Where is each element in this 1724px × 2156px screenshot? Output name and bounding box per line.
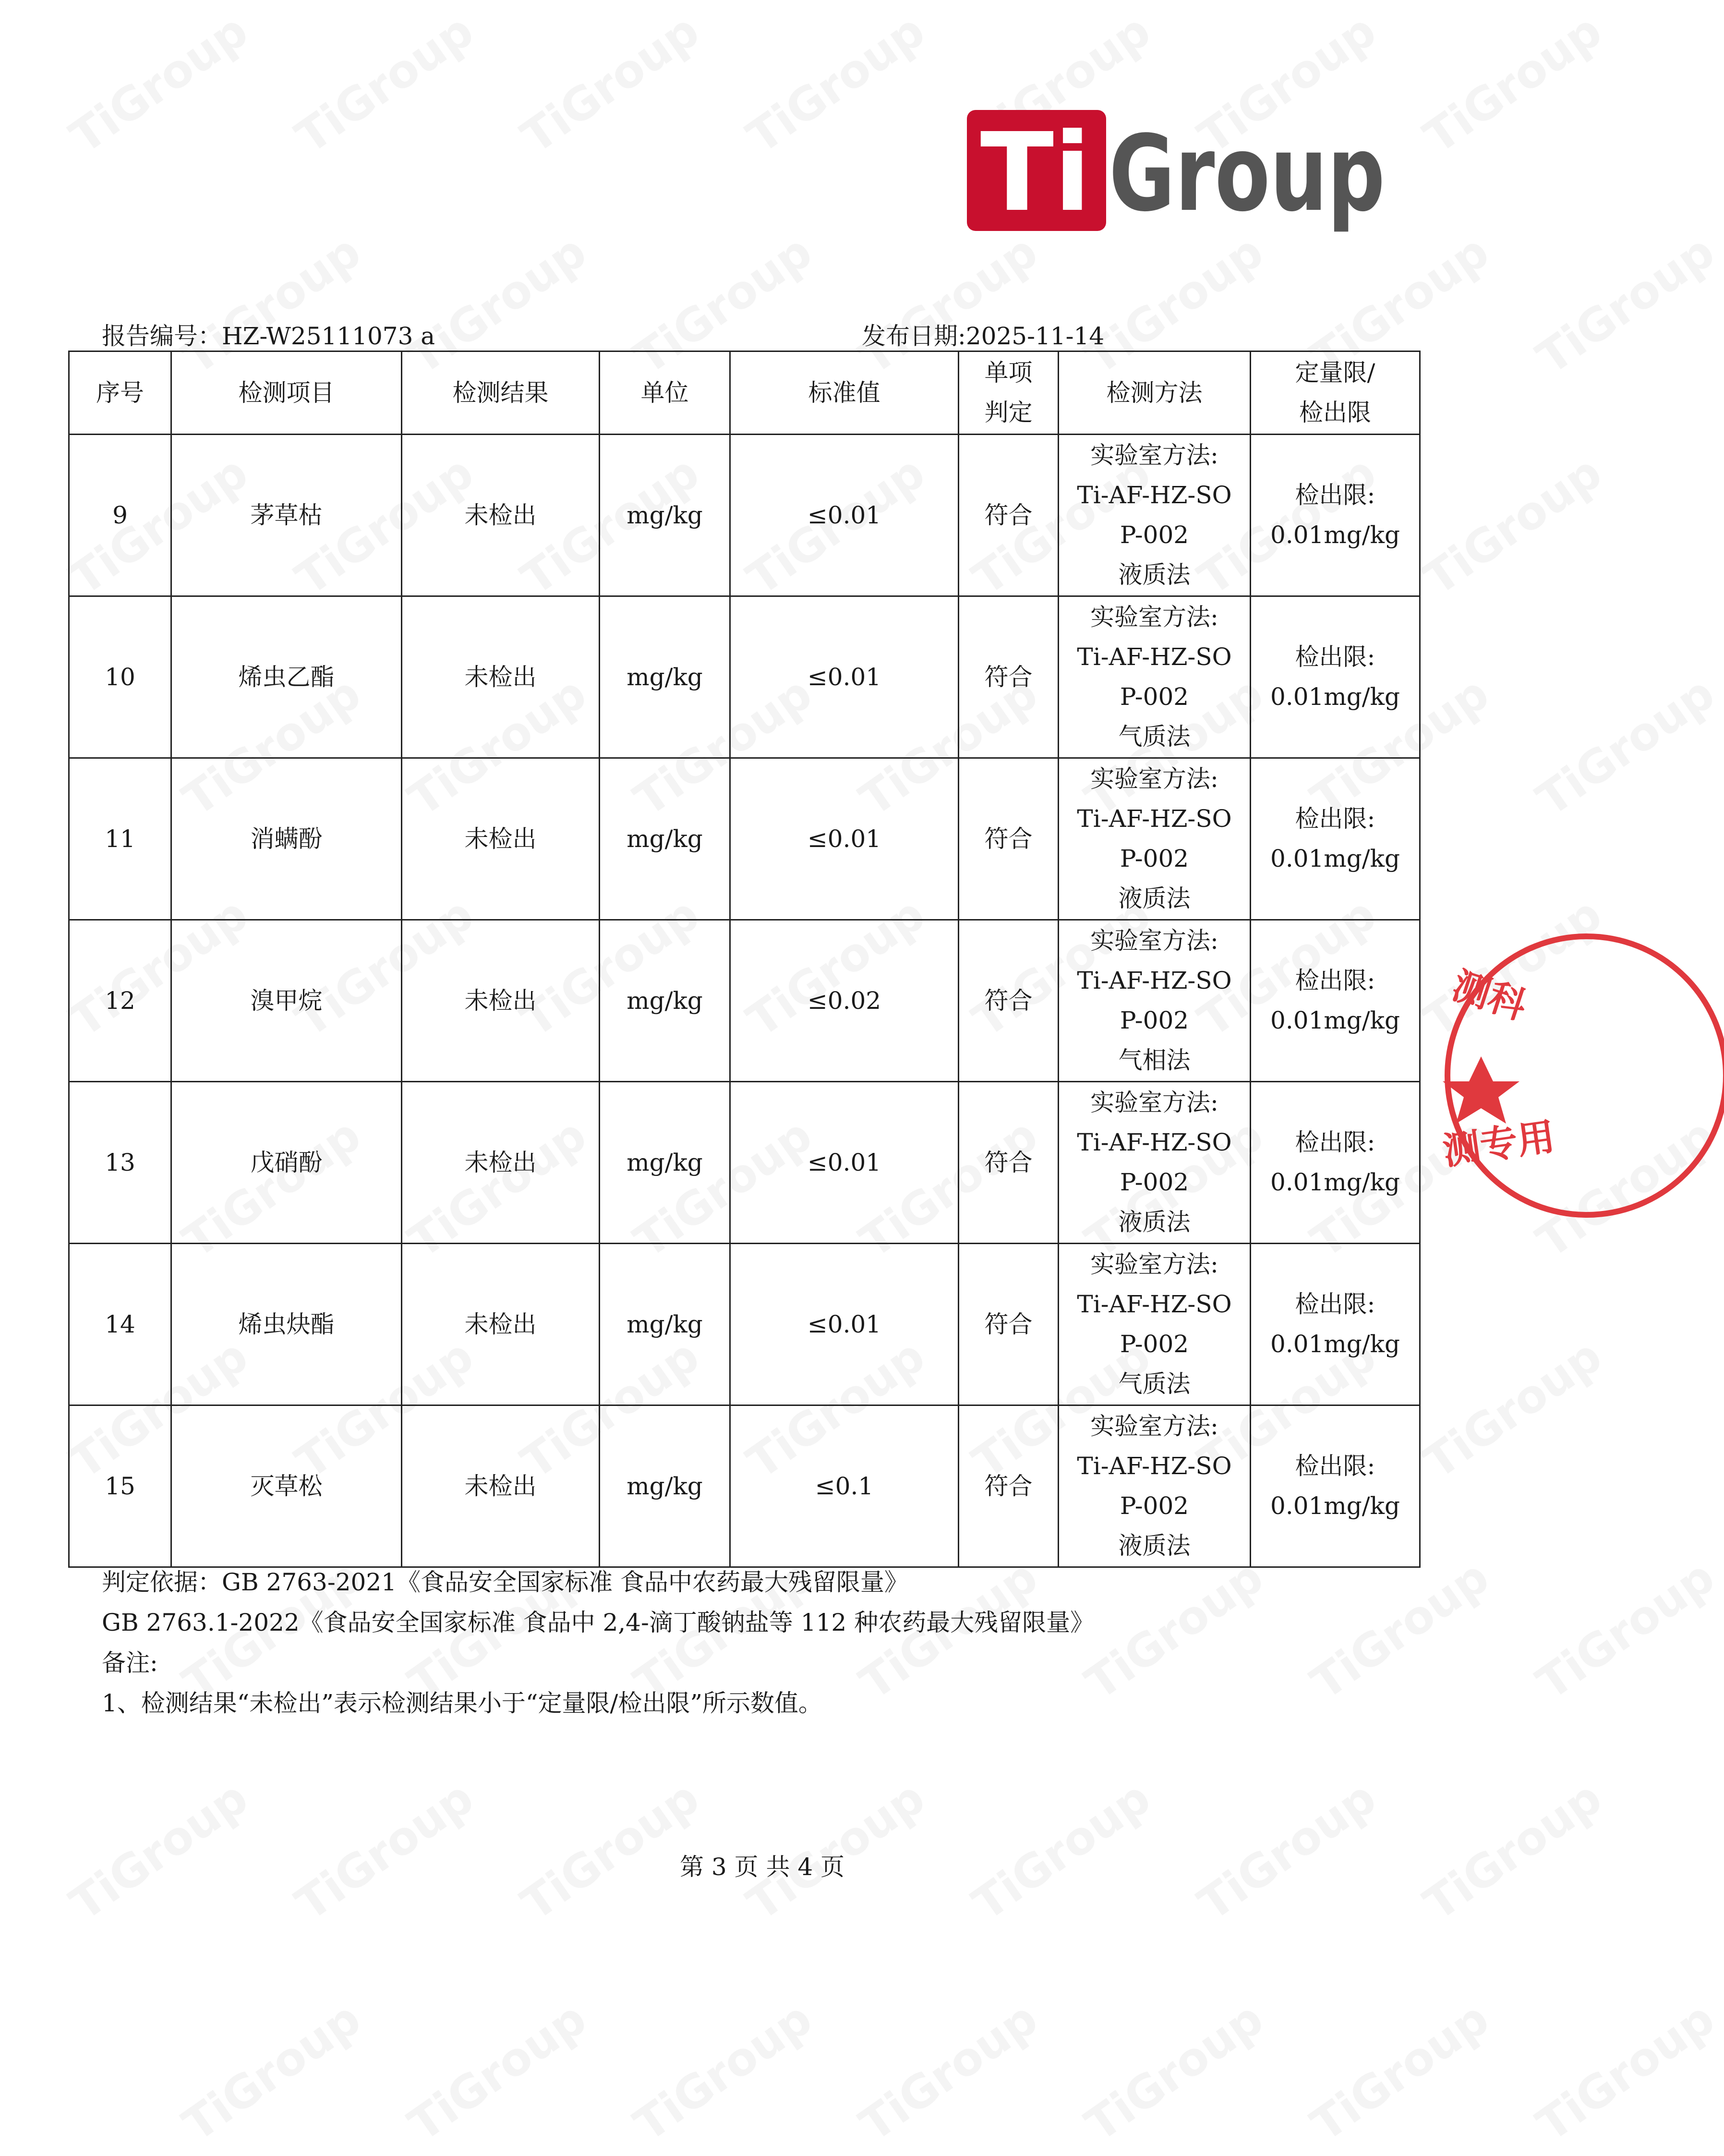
cell-method-line: Ti-AF-HZ-SO (1077, 967, 1232, 994)
table-row (69, 1244, 1420, 1405)
cell-judgement: 符合 (959, 1405, 1059, 1567)
col-header-limit (1251, 351, 1420, 435)
cell-item: 溴甲烷 (171, 920, 402, 1082)
table-row (69, 758, 1420, 920)
watermark-text (1302, 1992, 1499, 2152)
cell-item: 消螨酚 (171, 758, 402, 920)
cell-item: 烯虫乙酯 (171, 596, 402, 758)
watermark-text (1528, 1109, 1724, 1269)
cell-method-line: 液质法 (1118, 561, 1191, 589)
cell-method-line: Ti-AF-HZ-SO (1077, 1452, 1232, 1480)
cell-method-line: Ti-AF-HZ-SO (1077, 481, 1232, 509)
cell-limit-line: 检出限: (1295, 1128, 1375, 1156)
cell-result: 未检出 (402, 1082, 600, 1244)
notes-section (102, 1562, 1094, 1723)
cell-limit-line: 检出限: (1295, 481, 1375, 509)
col-header-standard (730, 351, 959, 435)
release-date: 发布日期:2025-11-14 (862, 322, 1105, 350)
cell-judgement: 符合 (959, 1082, 1059, 1244)
cell-limit (1251, 1244, 1420, 1405)
cell-no: 15 (69, 1405, 171, 1567)
cell-limit (1251, 435, 1420, 596)
cell-judgement: 符合 (959, 596, 1059, 758)
cell-result: 未检出 (402, 920, 600, 1082)
watermark-text (1528, 225, 1724, 385)
cell-no: 9 (69, 435, 171, 596)
watermark-text (625, 1992, 822, 2152)
header-text-line: 单位 (640, 378, 689, 407)
header-text-line: 判定 (984, 399, 1033, 426)
watermark-text (512, 4, 709, 164)
cell-method (1059, 596, 1251, 758)
header-text-line: 检测项目 (238, 378, 335, 407)
cell-method-line: 液质法 (1118, 884, 1191, 912)
col-header-item (171, 351, 402, 435)
watermark-text (1415, 4, 1612, 164)
cell-method-line: 实验室方法: (1090, 1250, 1218, 1278)
cell-method (1059, 435, 1251, 596)
cell-standard: ≤0.01 (730, 1244, 959, 1405)
results-table (68, 351, 1421, 1568)
cell-method-line: 实验室方法: (1090, 1089, 1218, 1116)
table-row (69, 596, 1420, 758)
watermark-text (174, 1992, 371, 2152)
table-row (69, 920, 1420, 1082)
cell-no: 11 (69, 758, 171, 920)
cell-method-line: P-002 (1120, 1492, 1189, 1520)
cell-method-line: P-002 (1120, 521, 1189, 549)
cell-method-line: P-002 (1120, 1330, 1189, 1358)
cell-result: 未检出 (402, 1244, 600, 1405)
cell-no: 10 (69, 596, 171, 758)
cell-limit-line: 检出限: (1295, 805, 1375, 833)
watermark-text (1415, 1330, 1612, 1490)
cell-unit: mg/kg (600, 1082, 730, 1244)
cell-method-line: P-002 (1120, 845, 1189, 872)
cell-no: 13 (69, 1082, 171, 1244)
report-number: 报告编号：HZ-W25111073 a (102, 322, 435, 350)
header-text-line: 检测方法 (1106, 378, 1203, 407)
cell-method-line: 液质法 (1118, 1532, 1191, 1560)
cell-method-line: P-002 (1120, 683, 1189, 711)
cell-item: 戊硝酚 (171, 1082, 402, 1244)
col-header-unit (600, 351, 730, 435)
cell-limit-line: 0.01mg/kg (1270, 521, 1400, 549)
cell-judgement: 符合 (959, 920, 1059, 1082)
cell-limit (1251, 758, 1420, 920)
cell-limit-line: 检出限: (1295, 967, 1375, 994)
cell-unit: mg/kg (600, 920, 730, 1082)
table-header-row (69, 351, 1420, 435)
cell-method-line: Ti-AF-HZ-SO (1077, 1290, 1232, 1318)
cell-item: 茅草枯 (171, 435, 402, 596)
logo-group-text: Group (1109, 113, 1385, 235)
watermark-text (287, 4, 483, 164)
cell-method (1059, 1082, 1251, 1244)
watermark-text (1528, 1550, 1724, 1710)
tigroup-logo (965, 108, 1387, 236)
watermark-text (61, 4, 258, 164)
company-seal (1440, 917, 1558, 1234)
cell-unit: mg/kg (600, 1244, 730, 1405)
cell-judgement: 符合 (959, 758, 1059, 920)
col-header-judgement (959, 351, 1059, 435)
header-text-line: 标准值 (808, 378, 880, 407)
cell-unit: mg/kg (600, 596, 730, 758)
watermark-text (399, 1992, 596, 2152)
cell-item: 烯虫炔酯 (171, 1244, 402, 1405)
cell-limit (1251, 1082, 1420, 1244)
cell-unit: mg/kg (600, 1405, 730, 1567)
watermark-text (1528, 667, 1724, 827)
watermark-text (1076, 1550, 1273, 1710)
cell-method-line: Ti-AF-HZ-SO (1077, 643, 1232, 671)
cell-limit-line: 0.01mg/kg (1270, 683, 1400, 711)
cell-no: 12 (69, 920, 171, 1082)
col-header-method (1059, 351, 1251, 435)
cell-unit: mg/kg (600, 758, 730, 920)
remark-1: 1、检测结果“未检出”表示检测结果小于“定量限/检出限”所示数值。 (102, 1689, 822, 1717)
cell-method-line: 气相法 (1118, 1046, 1191, 1074)
cell-method-line: P-002 (1120, 1006, 1189, 1034)
header-text-line: 检出限 (1299, 399, 1371, 426)
cell-method-line: Ti-AF-HZ-SO (1077, 805, 1232, 833)
cell-limit-line: 0.01mg/kg (1270, 1168, 1400, 1196)
cell-method (1059, 1244, 1251, 1405)
cell-standard: ≤0.01 (730, 1082, 959, 1244)
cell-method (1059, 1405, 1251, 1567)
cell-method (1059, 758, 1251, 920)
cell-standard: ≤0.01 (730, 435, 959, 596)
cell-standard: ≤0.1 (730, 1405, 959, 1567)
cell-unit: mg/kg (600, 435, 730, 596)
col-header-result (402, 351, 600, 435)
cell-limit (1251, 920, 1420, 1082)
logo-ti-text: Ti (980, 110, 1091, 236)
cell-result: 未检出 (402, 758, 600, 920)
cell-item: 灭草松 (171, 1405, 402, 1567)
table-row (69, 1405, 1420, 1567)
cell-method-line: 气质法 (1118, 723, 1191, 751)
watermark-text (851, 1992, 1048, 2152)
col-header-no (69, 351, 171, 435)
watermark-text (1076, 1992, 1273, 2152)
header-text-line: 检测结果 (452, 378, 549, 407)
cell-standard: ≤0.02 (730, 920, 959, 1082)
cell-result: 未检出 (402, 435, 600, 596)
judgement-basis-line-1: 判定依据：GB 2763-2021《食品安全国家标准 食品中农药最大残留限量》 (102, 1568, 908, 1596)
header-text-line: 定量限/ (1295, 359, 1375, 387)
page-number: 第 3 页 共 4 页 (679, 1853, 845, 1881)
judgement-basis-line-2: GB 2763.1-2022《食品安全国家标准 食品中 2,4-滴丁酸钠盐等 112 种农药最大残留限量》 (102, 1609, 1095, 1636)
cell-method-line: 实验室方法: (1090, 1412, 1218, 1440)
cell-limit (1251, 1405, 1420, 1567)
cell-method-line: 实验室方法: (1090, 927, 1218, 955)
cell-method-line: Ti-AF-HZ-SO (1077, 1128, 1232, 1156)
table-row (69, 1082, 1420, 1244)
cell-limit-line: 检出限: (1295, 643, 1375, 671)
cell-limit-line: 0.01mg/kg (1270, 1492, 1400, 1520)
remarks-label: 备注: (102, 1649, 158, 1677)
seal-text-bottom: 测专用 (1440, 1115, 1558, 1174)
cell-method-line: 液质法 (1118, 1208, 1191, 1236)
cell-no: 14 (69, 1244, 171, 1405)
watermark-text (1528, 1992, 1724, 2152)
cell-result: 未检出 (402, 1405, 600, 1567)
cell-method-line: 实验室方法: (1090, 603, 1218, 631)
seal-text-top: 测科 (1447, 964, 1532, 1029)
cell-result: 未检出 (402, 596, 600, 758)
header-text-line: 单项 (984, 359, 1033, 387)
cell-judgement: 符合 (959, 1244, 1059, 1405)
cell-method-line: 实验室方法: (1090, 765, 1218, 793)
cell-judgement: 符合 (959, 435, 1059, 596)
watermark-text (738, 4, 935, 164)
cell-method (1059, 920, 1251, 1082)
watermark-text (1302, 1550, 1499, 1710)
cell-standard: ≤0.01 (730, 596, 959, 758)
cell-method-line: 气质法 (1118, 1370, 1191, 1398)
cell-limit (1251, 596, 1420, 758)
cell-limit-line: 检出限: (1295, 1290, 1375, 1318)
cell-limit-line: 0.01mg/kg (1270, 1330, 1400, 1358)
cell-method-line: P-002 (1120, 1168, 1189, 1196)
cell-method-line: 实验室方法: (1090, 441, 1218, 469)
cell-limit-line: 检出限: (1295, 1452, 1375, 1480)
cell-limit-line: 0.01mg/kg (1270, 845, 1400, 872)
watermark-text (1415, 446, 1612, 606)
table-row (69, 435, 1420, 596)
header-text-line: 序号 (96, 378, 144, 407)
cell-standard: ≤0.01 (730, 758, 959, 920)
table-body (69, 435, 1420, 1567)
cell-limit-line: 0.01mg/kg (1270, 1006, 1400, 1034)
